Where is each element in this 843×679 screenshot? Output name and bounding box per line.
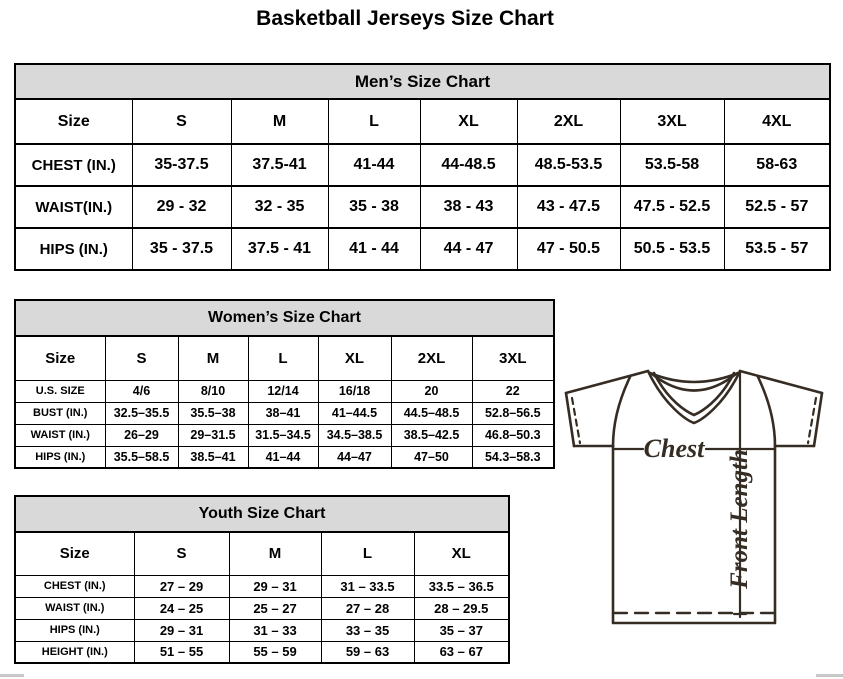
youth-row-label-chest: CHEST (IN.) [15,575,134,597]
youth-table-title: Youth Size Chart [15,496,509,532]
womens-col-header-l: L [248,336,318,380]
size-value: 41 - 44 [328,228,420,270]
mens-col-header-4xl: 4XL [724,99,830,144]
size-value: 46.8–50.3 [472,424,554,446]
front-length-label: Front Length [726,449,753,589]
size-value: 59 – 63 [321,641,414,663]
size-value: 12/14 [248,380,318,402]
table-row [15,144,830,186]
size-value: 41-44 [328,144,420,186]
size-value: 33.5 – 36.5 [414,575,509,597]
size-value: 63 – 67 [414,641,509,663]
table-row [15,186,830,228]
mens-col-header-size: Size [15,99,132,144]
womens-row-label-bust: BUST (IN.) [15,402,105,424]
size-value: 24 – 25 [134,597,229,619]
size-value: 29 – 31 [229,575,321,597]
size-value: 50.5 - 53.5 [620,228,724,270]
size-value: 44.5–48.5 [391,402,472,424]
size-value: 35 - 38 [328,186,420,228]
size-value: 31 – 33.5 [321,575,414,597]
youth-row-label-hips: HIPS (IN.) [15,619,134,641]
size-value: 4/6 [105,380,178,402]
womens-row-label-ussize: U.S. SIZE [15,380,105,402]
size-value: 20 [391,380,472,402]
womens-table-title: Women’s Size Chart [15,300,554,336]
size-value: 37.5 - 41 [231,228,328,270]
size-value: 41–44 [248,446,318,468]
size-value: 35-37.5 [132,144,231,186]
jersey-right-sleeve-seam [758,377,775,446]
size-value: 54.3–58.3 [472,446,554,468]
size-value: 27 – 29 [134,575,229,597]
youth-col-header-xl: XL [414,532,509,575]
youth-col-header-m: M [229,532,321,575]
size-value: 8/10 [178,380,248,402]
jersey-right-shoulder-line [740,371,822,393]
size-value: 53.5 - 57 [724,228,830,270]
size-value: 44 - 47 [420,228,517,270]
size-value: 34.5–38.5 [318,424,391,446]
womens-col-header-m: M [178,336,248,380]
table-row [15,402,554,424]
size-value: 47 - 50.5 [517,228,620,270]
scrollbar-fragment-left [0,674,24,677]
womens-col-header-size: Size [15,336,105,380]
womens-col-header-xl: XL [318,336,391,380]
size-value: 38.5–41 [178,446,248,468]
scrollbar-fragment-right [816,674,843,677]
table-row [15,424,554,446]
womens-col-header-3xl: 3XL [472,336,554,380]
size-value: 31.5–34.5 [248,424,318,446]
size-value: 52.8–56.5 [472,402,554,424]
jersey-left-shoulder-line [566,371,648,393]
womens-row-label-hips: HIPS (IN.) [15,446,105,468]
table-row [15,380,554,402]
womens-col-header-2xl: 2XL [391,336,472,380]
size-value: 53.5-58 [620,144,724,186]
table-row [15,597,509,619]
size-value: 29–31.5 [178,424,248,446]
youth-size-table [14,495,510,664]
size-value: 38–41 [248,402,318,424]
size-value: 29 – 31 [134,619,229,641]
mens-col-header-s: S [132,99,231,144]
size-value: 47.5 - 52.5 [620,186,724,228]
size-value: 38.5–42.5 [391,424,472,446]
size-value: 47–50 [391,446,472,468]
size-value: 29 - 32 [132,186,231,228]
mens-col-header-l: L [328,99,420,144]
mens-row-label-waist: WAIST(IN.) [15,186,132,228]
mens-size-table [14,63,831,271]
size-value: 25 – 27 [229,597,321,619]
size-value: 35 - 37.5 [132,228,231,270]
size-value: 32.5–35.5 [105,402,178,424]
mens-col-header-m: M [231,99,328,144]
jersey-measurement-diagram [556,365,840,633]
youth-col-header-l: L [321,532,414,575]
size-value: 43 - 47.5 [517,186,620,228]
size-value: 35.5–58.5 [105,446,178,468]
mens-col-header-xl: XL [420,99,517,144]
mens-col-header-2xl: 2XL [517,99,620,144]
size-value: 26–29 [105,424,178,446]
youth-row-label-waist: WAIST (IN.) [15,597,134,619]
size-value: 38 - 43 [420,186,517,228]
youth-col-header-s: S [134,532,229,575]
mens-row-label-chest: CHEST (IN.) [15,144,132,186]
size-value: 52.5 - 57 [724,186,830,228]
mens-row-label-hips: HIPS (IN.) [15,228,132,270]
table-row [15,575,509,597]
youth-row-label-height: HEIGHT (IN.) [15,641,134,663]
table-row [15,446,554,468]
size-value: 33 – 35 [321,619,414,641]
mens-table-title: Men’s Size Chart [15,64,830,99]
size-value: 35.5–38 [178,402,248,424]
page-title: Basketball Jerseys Size Chart [256,7,554,30]
table-row [15,641,509,663]
womens-col-header-s: S [105,336,178,380]
size-value: 55 – 59 [229,641,321,663]
size-value: 28 – 29.5 [414,597,509,619]
table-row [15,228,830,270]
size-value: 44-48.5 [420,144,517,186]
chest-label: Chest [643,434,705,463]
size-value: 35 – 37 [414,619,509,641]
size-value: 51 – 55 [134,641,229,663]
size-value: 22 [472,380,554,402]
table-row [15,619,509,641]
size-value: 32 - 35 [231,186,328,228]
womens-row-label-waist: WAIST (IN.) [15,424,105,446]
jersey-left-sleeve-seam [613,377,630,446]
size-value: 44–47 [318,446,391,468]
womens-size-table [14,299,555,469]
size-value: 27 – 28 [321,597,414,619]
size-value: 37.5-41 [231,144,328,186]
size-value: 58-63 [724,144,830,186]
size-value: 48.5-53.5 [517,144,620,186]
size-value: 16/18 [318,380,391,402]
size-value: 41–44.5 [318,402,391,424]
mens-col-header-3xl: 3XL [620,99,724,144]
youth-col-header-size: Size [15,532,134,575]
size-value: 31 – 33 [229,619,321,641]
